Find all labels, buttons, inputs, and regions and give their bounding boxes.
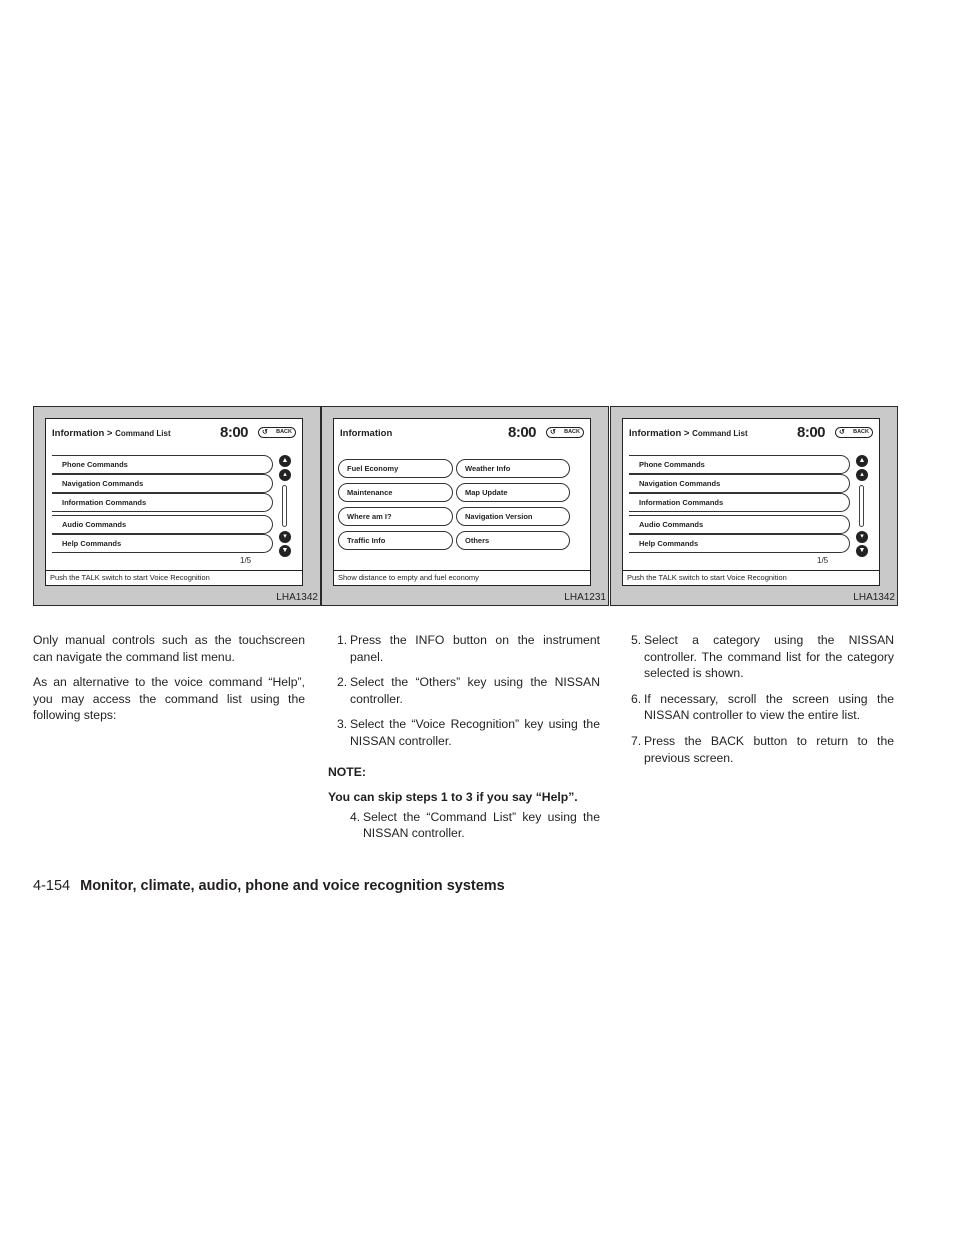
step-text: Select the “Command List” key using the NISSAN controller. [363, 809, 600, 841]
back-button[interactable] [546, 427, 584, 438]
status-bar: Show distance to empty and fuel economy [334, 570, 590, 585]
list-item-information-commands[interactable]: Information Commands [629, 493, 850, 512]
list-item-audio-commands[interactable]: Audio Commands [52, 515, 273, 534]
display-screen [622, 418, 880, 586]
scroll-top-icon[interactable]: ▲ [279, 455, 291, 467]
figure-command-list-1 [33, 406, 321, 606]
step-number: 7. [631, 733, 642, 748]
page-indicator: 1/5 [240, 556, 252, 565]
step-number: 6. [631, 691, 642, 706]
scroll-up-icon[interactable]: ▴ [279, 469, 291, 481]
list-item-phone-commands[interactable]: Phone Commands [629, 455, 850, 474]
menu-item-weather-info[interactable]: Weather Info [456, 459, 570, 478]
list-item-information-commands[interactable]: Information Commands [52, 493, 273, 512]
page-number: 4-154 [33, 878, 71, 894]
scroll-up-icon[interactable]: ▴ [856, 469, 868, 481]
step-2 [328, 674, 600, 707]
back-button[interactable] [835, 427, 873, 438]
command-list [52, 455, 273, 558]
clock: 8:00 [508, 424, 537, 441]
note-heading: NOTE: [328, 764, 366, 779]
menu-item-maintenance[interactable]: Maintenance [338, 483, 453, 502]
figure-information-menu [321, 406, 609, 606]
figure-label: LHA1231 [564, 592, 606, 603]
menu-item-map-update[interactable]: Map Update [456, 483, 570, 502]
screen-title-sub: Command List [692, 429, 748, 438]
step-text: Select a category using the NISSAN controller. The command list for the category selected is shown. [644, 633, 894, 681]
step-3 [328, 716, 600, 749]
step-7 [622, 733, 894, 766]
back-label: BACK [853, 429, 869, 435]
list-item-navigation-commands[interactable]: Navigation Commands [52, 474, 273, 493]
back-arrow-icon: ↺ [550, 429, 556, 436]
paragraph-alternative: As an alternative to the voice command “Help”, you may access the command list using the following steps: [33, 675, 305, 723]
scrollbar[interactable] [274, 455, 296, 561]
step-4 [328, 809, 600, 842]
step-text: Press the BACK button to return to the previous screen. [644, 733, 894, 765]
screen-title-main: Information > [52, 428, 113, 439]
scroll-track[interactable] [282, 485, 287, 527]
step-number: 3. [337, 717, 348, 732]
command-list [629, 455, 850, 558]
screen-title [629, 428, 748, 439]
scrollbar[interactable] [851, 455, 873, 561]
back-arrow-icon: ↺ [839, 429, 845, 436]
step-text: If necessary, scroll the screen using the NISSAN controller to view the entire list. [644, 691, 894, 723]
display-screen [45, 418, 303, 586]
scroll-bottom-icon[interactable]: ▼ [279, 545, 291, 557]
screen-title: Information [340, 428, 393, 439]
back-button[interactable] [258, 427, 296, 438]
step-1 [328, 632, 600, 665]
clock: 8:00 [797, 424, 826, 441]
menu-item-navigation-version[interactable]: Navigation Version [456, 507, 570, 526]
scroll-top-icon[interactable]: ▲ [856, 455, 868, 467]
step-number: 2. [337, 675, 348, 690]
figure-label: LHA1342 [276, 592, 318, 603]
screen-title [52, 428, 171, 439]
scroll-down-icon[interactable]: ▾ [856, 531, 868, 543]
display-screen [333, 418, 591, 586]
menu-item-others[interactable]: Others [456, 531, 570, 550]
back-arrow-icon: ↺ [262, 429, 268, 436]
step-6 [622, 691, 894, 724]
menu-item-where-am-i[interactable]: Where am I? [338, 507, 453, 526]
note-body: You can skip steps 1 to 3 if you say “Help”. [328, 790, 578, 805]
page-indicator: 1/5 [817, 556, 829, 565]
scroll-bottom-icon[interactable]: ▼ [856, 545, 868, 557]
status-bar: Push the TALK switch to start Voice Recognition [623, 570, 879, 585]
back-label: BACK [276, 429, 292, 435]
text-column-2 [328, 632, 600, 851]
step-number: 1. [337, 633, 348, 647]
screen-title-sub: Command List [115, 429, 171, 438]
back-label: BACK [564, 429, 580, 435]
list-item-help-commands[interactable]: Help Commands [52, 534, 273, 553]
scroll-track[interactable] [859, 485, 864, 527]
step-text: Select the “Voice Recognition” key using the NISSAN controller. [350, 717, 600, 748]
step-text: Select the “Others” key using the NISSAN controller. [350, 675, 600, 706]
text-column-1 [33, 632, 305, 733]
text-column-3 [622, 632, 894, 775]
step-text: Press the INFO button on the instrument panel. [350, 633, 600, 664]
list-item-help-commands[interactable]: Help Commands [629, 534, 850, 553]
list-item-phone-commands[interactable]: Phone Commands [52, 455, 273, 474]
step-number: 4. [350, 809, 361, 824]
clock: 8:00 [220, 424, 249, 441]
screen-title-main: Information > [629, 428, 690, 439]
scroll-down-icon[interactable]: ▾ [279, 531, 291, 543]
step-5 [622, 632, 894, 682]
page-footer [33, 878, 505, 894]
step-number: 5. [631, 633, 642, 647]
list-item-audio-commands[interactable]: Audio Commands [629, 515, 850, 534]
figure-label: LHA1342 [853, 592, 895, 603]
section-title: Monitor, climate, audio, phone and voice recognition systems [80, 878, 505, 894]
figure-command-list-2 [610, 406, 898, 606]
list-item-navigation-commands[interactable]: Navigation Commands [629, 474, 850, 493]
paragraph-manual-controls: Only manual controls such as the touchscreen can navigate the command list menu. [33, 633, 305, 664]
menu-item-fuel-economy[interactable]: Fuel Economy [338, 459, 453, 478]
status-bar: Push the TALK switch to start Voice Recognition [46, 570, 302, 585]
menu-item-traffic-info[interactable]: Traffic Info [338, 531, 453, 550]
